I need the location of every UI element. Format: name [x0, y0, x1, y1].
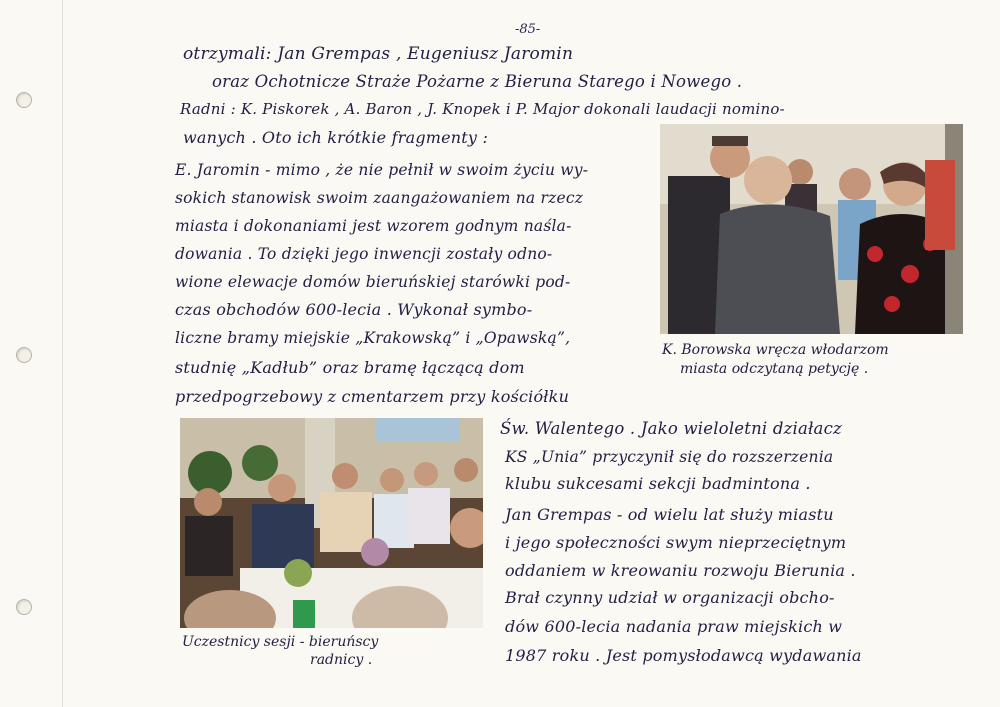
text-line: 1987 roku . Jest pomysłodawcą wydawania — [505, 646, 862, 665]
caption-bottom-line2: radnicy . — [310, 652, 373, 668]
text-line: E. Jaromin - mimo , że nie pełnił w swoim życiu wy- — [175, 161, 589, 179]
photo-petition — [660, 124, 963, 334]
text-line: KS „Unia” przyczynił się do rozszerzenia — [505, 448, 834, 466]
caption-top-line2: miasta odczytaną petycję . — [680, 361, 869, 377]
text-line: otrzymali: Jan Grempas , Eugeniusz Jaromin — [183, 44, 574, 64]
text-line: miasta i dokonaniami jest wzorem godnym naśla- — [175, 217, 572, 235]
text-line: wione elewacje domów bieruńskiej starówki pod- — [175, 273, 571, 291]
text-line: czas obchodów 600-lecia . Wykonał symbo- — [175, 300, 533, 319]
text-line: dów 600-lecia nadania praw miejskich w — [505, 617, 843, 636]
page-number: -85- — [515, 22, 541, 37]
text-line: klubu sukcesami sekcji badmintona . — [505, 474, 811, 493]
text-line: sokich stanowisk swoim zaangażowaniem na rzecz — [175, 189, 584, 207]
binder-hole-middle — [16, 347, 32, 363]
text-line: wanych . Oto ich krótkie fragmenty : — [183, 128, 489, 147]
text-line: Jan Grempas - od wielu lat służy miastu — [505, 505, 834, 524]
binder-hole-bottom — [16, 599, 32, 615]
caption-top-line1: K. Borowska wręcza włodarzom — [662, 342, 889, 358]
text-line: Radni : K. Piskorek , A. Baron , J. Knopek i P. Major dokonali laudacji nomino- — [180, 100, 785, 118]
caption-bottom-line1: Uczestnicy sesji - bieruńscy — [182, 634, 379, 650]
binder-hole-top — [16, 92, 32, 108]
text-line: Św. Walentego . Jako wieloletni działacz — [500, 419, 842, 438]
text-line: liczne bramy miejskie „Krakowską” i „Opawską”, — [175, 329, 571, 347]
text-line: i jego społeczności swym nieprzeciętnym — [505, 533, 847, 552]
text-line: przedpogrzebowy z cmentarzem przy kościółku — [175, 387, 570, 406]
text-line: dowania . To dzięki jego inwencji zostały odno- — [175, 245, 553, 263]
text-line: studnię „Kadłub” oraz bramę łączącą dom — [175, 358, 525, 377]
photo-session — [180, 418, 483, 628]
photo-petition-scene — [660, 124, 963, 334]
photo-session-scene — [180, 418, 483, 628]
text-line: oddaniem w kreowaniu rozwoju Bierunia . — [505, 561, 856, 580]
text-line: Brał czynny udział w organizacji obcho- — [505, 588, 835, 607]
margin-line — [62, 0, 63, 707]
text-line: oraz Ochotnicze Straże Pożarne z Bieruna Starego i Nowego . — [212, 72, 743, 91]
